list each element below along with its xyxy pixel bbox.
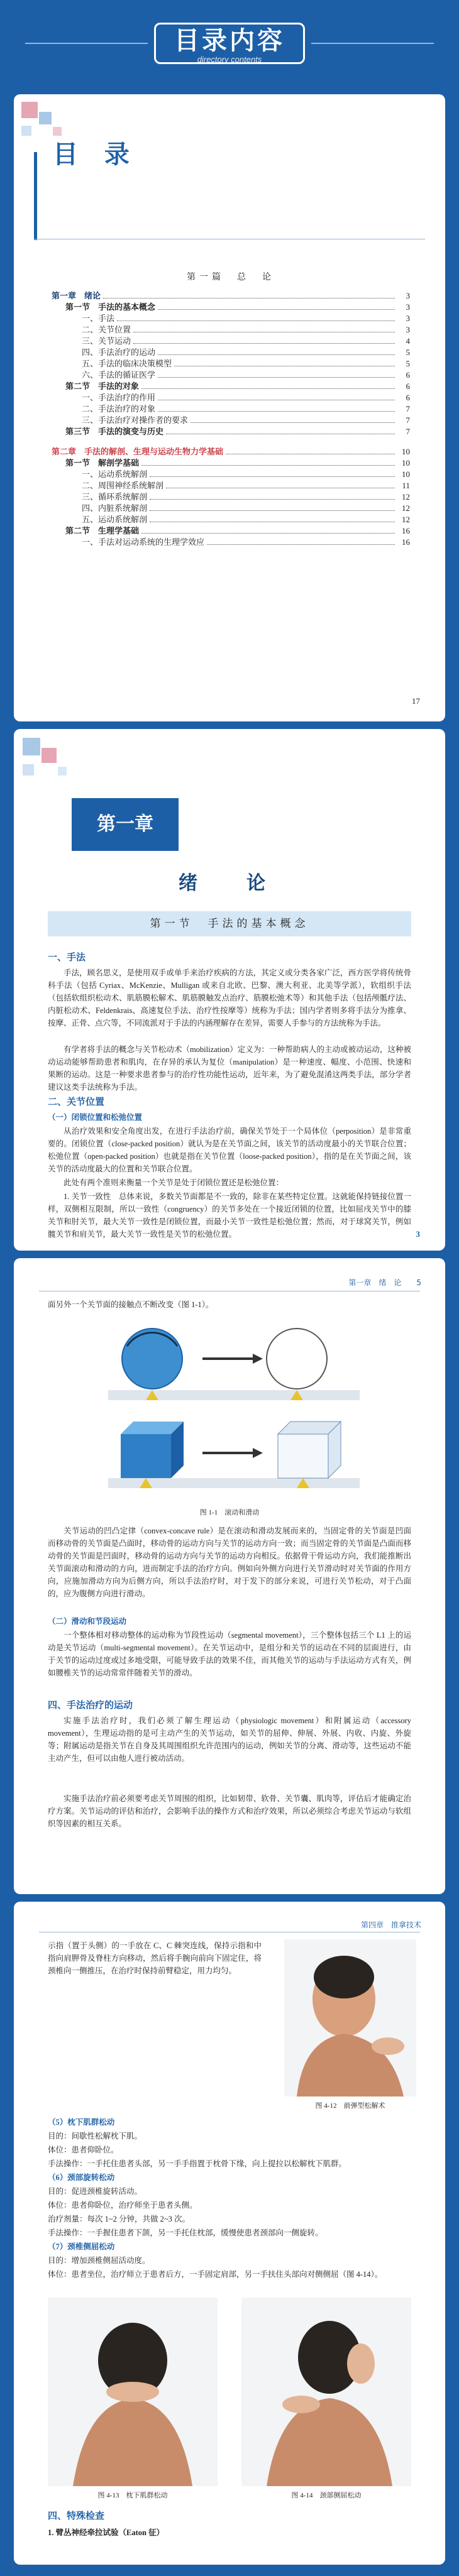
toc-leader (141, 525, 395, 534)
toc-entry-title: 四、手法治疗的运动 (82, 348, 156, 357)
step-line: 手法操作：一手握住患者下颌，另一手托住枕部，缓慢使患者颈部向一侧旋转。 (48, 2228, 323, 2237)
paragraph: 有学者将手法的概念与关节松动术（mobilization）定义为：一种帮助病人的主动或被动运动，这种被动运动能够帮助患者和肌肉，在存异的承认为复位（manipulation）是一种速度、幅度、小范围、快速和果断的运动。这是一种要求患者参与的治疗性功能性运动，近年来，为了避免混淆这两类手法，部分学者建议这类手法统称为手法。 (48, 1045, 411, 1092)
step-line: 目的：间歇性松解枕下肌。 (48, 2132, 143, 2140)
hair-shape (314, 1956, 374, 1998)
toc-page (14, 94, 445, 721)
subsection-heading: （一）闭锁位置和松弛位置 (48, 1112, 143, 1122)
decor-square (23, 738, 40, 755)
toc-row[interactable] (52, 491, 410, 503)
toc-row[interactable] (52, 537, 410, 548)
toc-row[interactable] (52, 302, 410, 313)
toc-page-number: 5 (406, 359, 410, 368)
toc-heading: 目 录 (53, 140, 138, 169)
toc-entry-title: 一、手法治疗的作用 (82, 393, 156, 402)
decor-square (39, 112, 52, 124)
toc-page-number: 12 (402, 503, 410, 513)
step-line: （6）颈部旋转松动 (48, 2173, 115, 2182)
toc-row[interactable] (52, 403, 410, 415)
toc-part-title: 第一篇 总 论 (187, 273, 275, 282)
toc-page-number: 3 (406, 302, 410, 312)
toc-row[interactable] (52, 324, 410, 336)
ball-after (267, 1329, 327, 1389)
running-head: 第四章 推拿技术 (360, 1921, 421, 1929)
technique-page (14, 1902, 445, 2565)
toc-row[interactable] (52, 313, 410, 324)
toc-leader (158, 403, 395, 412)
toc-page-number: 6 (406, 370, 410, 380)
paragraph: 从治疗效果和安全角度出发，在进行手法治疗前，确保关节处于一个局体位（perposition）是非常重要的。闭锁位置（close-packed position）就认为是在关节面之间，该关节的活动度最小的关节联合位置；松弛位置（open-packed position）也就是指在关节位置（loose-packed position），指的是在关节面之间，该关节的活动度最大的位置和关节联合位置。 (48, 1127, 411, 1173)
toc-row[interactable] (52, 290, 410, 302)
toc-row[interactable] (52, 415, 410, 426)
toc-row[interactable] (52, 347, 410, 358)
toc-entry-title: 第二节 生理学基础 (65, 526, 140, 535)
technique-photo (284, 1939, 416, 2096)
toc-page-number: 6 (406, 381, 410, 391)
running-head: 第一章 绪 论 5 (348, 1278, 421, 1287)
step-line: 手法操作：一手托住患者头部，另一手手指置于枕骨下缘，向上提拉以松解枕下肌群。 (48, 2159, 347, 2168)
toc-list (52, 270, 410, 548)
header-title: 目录内容 (174, 26, 285, 55)
toc-entry-title: 一、运动系统解剖 (82, 469, 148, 479)
toc-entry-title: 三、手法治疗对操作者的要求 (82, 415, 189, 425)
toc-entry-title: 四、内脏系统解剖 (82, 503, 148, 513)
toc-row[interactable] (52, 503, 410, 514)
hand-shape (372, 2037, 404, 2055)
toc-leader (158, 370, 395, 378)
subsection-heading: 1. 臂丛神经牵拉试验（Eaton 征） (48, 2528, 165, 2537)
header-subtitle: directory contents (197, 55, 262, 64)
diagram-page (14, 1258, 445, 1894)
toc-leader (150, 469, 395, 477)
toc-leader (207, 537, 395, 545)
toc-entry-title: 五、运动系统解剖 (82, 515, 148, 524)
step-line: 体位：患者仰卧位。 (48, 2146, 119, 2154)
paragraph: 实施手法治疗时，我们必须了解生理运动（physiologic movement）和附属运动（accessory movement），生理运动指的是可主动产生的关节运动，如关节的屈伸、伸展、外展、内收、内旋、外旋等；附属运动是指关节在自身及其周围组织允许范围内的运动，例如关节的分离、滑动等，这些运动不能主动产生，但可以由他人进行被动活动。 (48, 1716, 411, 1763)
header-line-right (311, 43, 434, 44)
toc-row[interactable] (52, 458, 410, 469)
step-line: 目的：增加颈椎侧屈活动度。 (48, 2256, 150, 2265)
page-number: 17 (412, 696, 420, 706)
toc-page-number: 12 (402, 492, 410, 501)
toc-row[interactable] (52, 426, 410, 437)
step-line: （7）颈椎侧屈松动 (48, 2242, 115, 2251)
toc-page-number: 3 (406, 291, 410, 300)
toc-row[interactable] (52, 370, 410, 381)
photo-illustration (284, 1939, 416, 2096)
header (0, 0, 459, 94)
chapter-title: 绪 论 (179, 872, 280, 894)
paragraph: 示指（置于头侧）的一手放在 C、C 棘突连线，保持示指和中指向肩胛骨及脊柱方向移动，然后将手腕向前向下固定住，将颈椎向一侧推压，在治疗时保持前臂稳定，用力均匀。 (48, 1941, 262, 1975)
decor-square (21, 102, 38, 118)
toc-row[interactable] (52, 480, 410, 491)
toc-leader (141, 458, 395, 466)
chapter-label: 第一章 (72, 798, 179, 851)
toc-page-number: 7 (406, 404, 410, 414)
toc-entry-title: 六、手法的循证医学 (82, 370, 156, 380)
paragraph: 面另外一个关节面的接触点不断改变（图 1-1）。 (48, 1300, 214, 1309)
toc-page-number: 16 (402, 526, 410, 535)
toc-page-number: 4 (406, 336, 410, 346)
toc-leader (133, 336, 395, 344)
toc-page-number: 16 (402, 537, 410, 547)
toc-page-number: 5 (406, 348, 410, 357)
figure-caption: 图 4-13 枕下肌群松动 (97, 2492, 168, 2499)
toc-entry-title: 二、手法治疗的对象 (82, 404, 156, 414)
section-heading: 二、关节位置 (48, 1096, 105, 1107)
toc-leader (103, 290, 395, 299)
step-line: 治疗剂量：每次 1~2 分钟，共做 2~3 次。 (48, 2215, 191, 2223)
decor-square (23, 764, 34, 776)
toc-page-number: 10 (402, 447, 410, 456)
arrow-head (253, 1354, 263, 1364)
decor-square (21, 126, 31, 136)
toc-entry-title: 三、关节运动 (82, 336, 131, 346)
section-heading: 四、特殊检查 (48, 2510, 105, 2521)
toc-row[interactable] (52, 469, 410, 480)
hand-shape (106, 2382, 159, 2402)
header-line-left (25, 43, 148, 44)
toc-leader (117, 313, 395, 321)
toc-leader (226, 446, 395, 454)
step-line: 体位：患者坐位，治疗师立于患者后方，一手固定肩部，另一手扶住头部向对侧侧屈（图 4-14）。 (48, 2270, 383, 2279)
figure-caption: 图 4-14 颈部侧屈松动 (291, 2492, 362, 2499)
toc-row[interactable] (52, 392, 410, 403)
toc-leader (150, 503, 395, 511)
toc-entry-title: 第二章 手法的解剖、生理与运动生物力学基础 (52, 447, 224, 456)
paragraph: 关节运动的凹凸定律（convex-concave rule）是在滚动和滑动发展而来的，当固定骨的关节面是凹面而移动骨的关节面是凸面时，移动骨的运动方向与关节的运动方向一致；而当固定骨的关节面是凸面而移动骨的关节面是凹面时，移动骨的运动方向与关节的运动方向相反。依据骨干骨运动方向，我们能推断出关节面滚动和滑动的方向，进而制定手法的治疗方向。例如向外侧方向进行关节滑动时对关节面的作用方向，应施加滑动方向为后侧方向，所以手法治疗时，对于发下的部分来说，可进行关节松动，对于凸面的，应为腹侧方向进行滑动。 (48, 1526, 411, 1598)
step-line: （5）枕下肌群松动 (48, 2118, 115, 2127)
toc-page-number: 3 (406, 314, 410, 323)
toc-leader (141, 381, 395, 389)
toc-entry-title: 五、手法的临床决策模型 (82, 359, 172, 368)
step-line: 体位：患者仰卧位，治疗师坐于患者头侧。 (48, 2201, 197, 2210)
hand-shape (282, 2396, 320, 2413)
toc-entry-title: 二、周围神经系统解剖 (82, 481, 164, 490)
ground-bar-top (108, 1390, 360, 1400)
toc-leader (150, 491, 395, 500)
paragraph: 一个整体相对移动整体的运动称为节段性运动（segmental movement），三个整体包括三个 L1 上的运动是关节运动（multi-segmental movement）。在关节运动中，是组分和关节的运动在不同的层面进行，由于关节的运动过度或过多地受限，可能导致手法的效果不佳，而其他关节的运动与手法运动方式有关，例如腰椎关节的运动常常伴随着关节的滑动。 (48, 1631, 411, 1677)
figure-caption: 图 4-12 前弹型松解术 (315, 2102, 385, 2110)
section-band: 第一节 手法的基本概念 (48, 911, 411, 936)
toc-gap (52, 437, 410, 446)
step-list (48, 2115, 411, 2281)
technique-photo (241, 2298, 411, 2486)
toc-entry-title: 三、循环系统解剖 (82, 492, 148, 501)
toc-leader (150, 514, 395, 522)
toc-entry-title: 二、关节位置 (82, 325, 131, 334)
toc-row[interactable] (52, 336, 410, 347)
toc-row[interactable] (52, 514, 410, 525)
decor-square (41, 748, 57, 763)
paragraph: 1. 关节一致性 总体来说，多数关节面都是不一致的，除非在某些特定位置。这就能保持链接位置一样，双侧相互限制，所以一致性（congruency）的关节多处在一个接近闭锁的位置，比如屈戌关节中的膝关节和肘关节，最大关节一致性是闭锁位置，而最小关节一致性是松弛位置；然而，对于球窝关节，例如髋关节和肩关节，最大关节一致性是关节的松弛位置。 (48, 1192, 411, 1239)
toc-accent-bar (34, 152, 37, 240)
technique-photo (48, 2298, 218, 2486)
decor-square (58, 767, 67, 776)
figure-caption: 图 1-1 滚动和滑动 (199, 1509, 260, 1516)
step-line: 目的：促进颈椎旋转活动。 (48, 2187, 143, 2196)
chapter-page (14, 729, 445, 1251)
toc-leader (158, 347, 395, 355)
toc-leader (174, 358, 395, 366)
toc-row[interactable] (52, 446, 410, 458)
toc-row[interactable] (52, 358, 410, 370)
toc-entry-title: 一、手法对运动系统的生理学效应 (82, 537, 205, 547)
header-title-box (154, 23, 305, 64)
toc-page-number: 3 (406, 325, 410, 334)
rolling-gliding-diagram (108, 1321, 360, 1503)
subsection-heading: （二）滑动和节段运动 (48, 1616, 127, 1626)
section-heading: 一、手法 (48, 951, 86, 963)
cube-front (278, 1434, 328, 1478)
ball-before (122, 1329, 182, 1389)
toc-row[interactable] (52, 381, 410, 392)
toc-leader (166, 426, 395, 434)
toc-page-number: 10 (402, 469, 410, 479)
toc-page-number: 11 (402, 481, 410, 490)
page-number: 3 (416, 1229, 420, 1239)
toc-entry-title: 第二节 手法的对象 (65, 381, 140, 391)
paragraph: 此处有两个准则来衡量一个关节是处于闭锁位置还是松弛位置： (64, 1178, 284, 1187)
photo-illustration (48, 2298, 218, 2486)
toc-leader (191, 415, 395, 423)
toc-page-number: 6 (406, 393, 410, 402)
toc-row[interactable] (52, 525, 410, 537)
cube-front (121, 1434, 171, 1478)
arrow-head (253, 1448, 263, 1458)
toc-page-number: 10 (402, 458, 410, 468)
photo-illustration (241, 2298, 411, 2486)
toc-leader (133, 324, 395, 332)
paragraph: 实施手法治疗前必须要考虑关节周围的组织，比如韧带、软骨、关节囊、肌肉等，评估后才能确定治疗方案。关节运动的评估和治疗，会影响手法的操作方式和治疗效果，所以必须综合考虑关节运动与软组织等因素的相互关系。 (48, 1794, 411, 1828)
toc-page-number: 12 (402, 515, 410, 524)
toc-entry-title: 第一章 绪论 (52, 291, 101, 300)
toc-page-number: 7 (406, 415, 410, 425)
toc-page-number: 7 (406, 427, 410, 436)
toc-leader (158, 392, 395, 400)
toc-leader (166, 480, 395, 488)
toc-entry-title: 第一节 手法的基本概念 (65, 302, 156, 312)
toc-leader (158, 302, 395, 310)
hand-shape (347, 2343, 375, 2384)
toc-entry-title: 一、手法 (82, 314, 115, 323)
section-heading: 四、手法治疗的运动 (48, 1699, 133, 1711)
toc-entry-title: 第一节 解剖学基础 (65, 458, 140, 468)
paragraph: 手法，顾名思义，是使用双手或单手来治疗疾病的方法，其定义或分类各家广泛，西方医学将传统骨科手法（包括 Cyriax、McKenzie、Mulligan 或来自北欧、巴黎、澳大利亚、北美等学派），软组织手法（包括软组织松动术、肌筋膜松解术、肌筋膜触发点治疗、筋膜松弛术等）和其他手法（包括颅骶疗法、内脏松动术、Feldenkrais、高速复位手法、治疗性按摩等）统称为手法；国内学者则多将手法分为推拿、按摩、正骨、点穴等，不同流派对于手法的内涵理解存在差异，需要人手参与的方法统称为手法。 (48, 968, 411, 1028)
toc-entry-title: 第三节 手法的演变与历史 (65, 427, 164, 436)
